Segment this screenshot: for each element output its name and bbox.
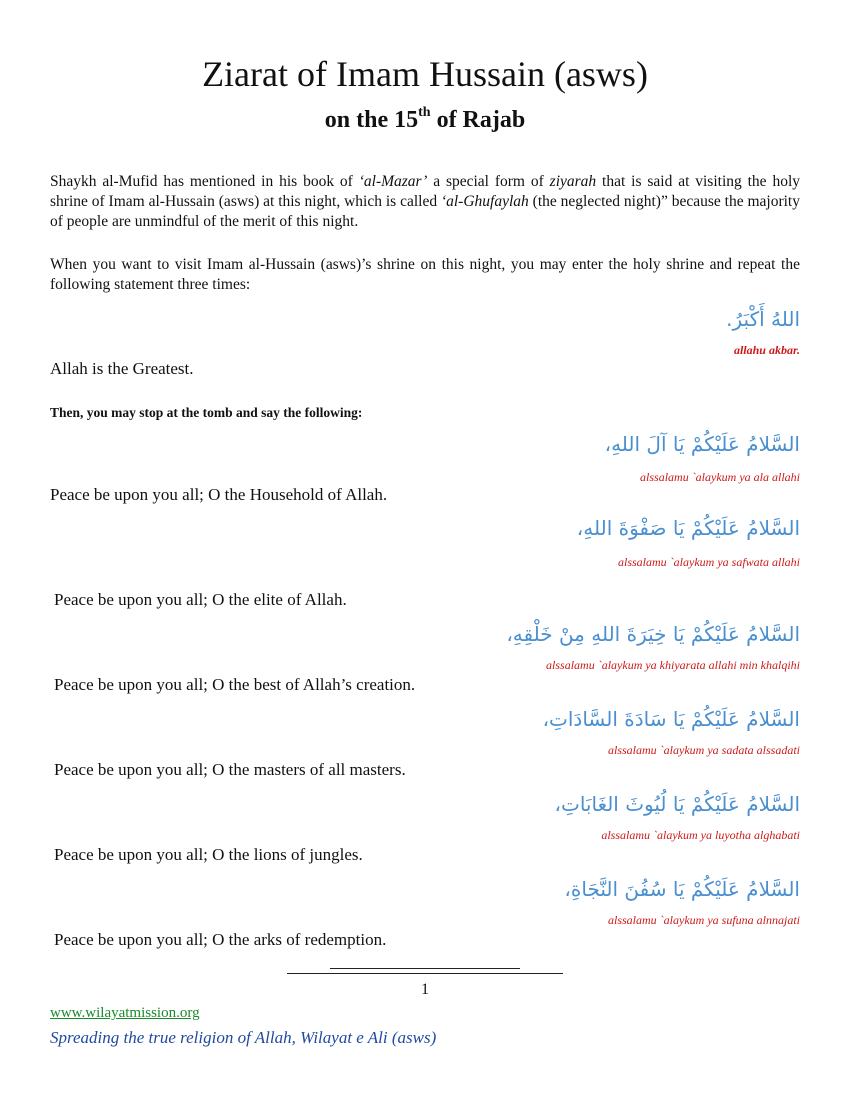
salutation-arabic: السَّلامُ عَلَيْكُمْ يَا صَفْوَةَ اللهِ، [576,516,800,540]
salutation-transliteration: alssalamu `alaykum ya sufuna alnnajati [608,913,800,927]
footer-tagline: Spreading the true religion of Allah, Wilayat e Ali (asws) [50,1028,437,1047]
salutation-transliteration: alssalamu `alaykum ya sadata alssadati [608,743,800,757]
subtitle-superscript: th [418,105,431,120]
salutation-english: Peace be upon you all; O the arks of redemption. [54,930,387,949]
salutation-arabic: السَّلامُ عَلَيْكُمْ يَا سُفُنَ النَّجَاةِ، [564,877,800,901]
salutation-transliteration: alssalamu `alaykum ya luyotha alghabati [601,828,800,842]
intro-paragraph: Shaykh al-Mufid has mentioned in his book of ‘al-Mazar’ a special form of ziyarah that is said at visiting the holy shrine of Imam al-Hussain (asws) at this night, which is called ‘al-Ghufaylah (the neglected night)” because the majority of people are unmindful of the merit of this night. [50,173,800,230]
salutation-english: Peace be upon you all; O the best of Allah’s creation. [54,675,416,694]
salutation-arabic: السَّلامُ عَلَيْكُمْ يَا آلَ اللهِ، [604,432,800,456]
salutation-arabic: السَّلامُ عَلَيْكُمْ يَا خِيَرَةَ اللهِ مِنْ خَلْقِهِ، [506,622,800,646]
takbir-arabic: اللهُ أَكْبَرُ. [726,307,800,331]
salutation-english: Peace be upon you all; O the masters of all masters. [54,760,406,779]
salutation-transliteration: alssalamu `alaykum ya safwata allahi [618,555,800,569]
takbir-english: Allah is the Greatest. [50,359,194,378]
salutation-transliteration: alssalamu `alaykum ya khiyarata allahi min khalqihi [546,658,800,672]
website-link[interactable]: www.wilayatmission.org [50,1005,200,1021]
salutation-english: Peace be upon you all; O the Household of Allah. [50,485,388,504]
page-number: 1 [421,981,429,998]
tomb-instruction: Then, you may stop at the tomb and say the following: [50,405,363,420]
page-subtitle: on the 15th of Rajab [324,105,526,133]
page-title: Ziarat of Imam Hussain (asws) [202,54,648,94]
footer-divider [287,973,563,974]
footer-divider [330,968,520,969]
salutation-english: Peace be upon you all; O the elite of Allah. [54,590,347,609]
takbir-transliteration: allahu akbar. [733,343,800,357]
salutation-english: Peace be upon you all; O the lions of jungles. [54,845,363,864]
salutation-arabic: السَّلامُ عَلَيْكُمْ يَا سَادَةَ السَّادَاتِ، [542,707,800,731]
salutation-arabic: السَّلامُ عَلَيْكُمْ يَا لُيُوثَ الغَابَاتِ، [554,792,800,816]
instruction-paragraph: When you want to visit Imam al-Hussain (asws)’s shrine on this night, you may enter the holy shrine and repeat the following statement three times: [50,256,800,293]
salutation-transliteration: alssalamu `alaykum ya ala allahi [640,470,800,484]
